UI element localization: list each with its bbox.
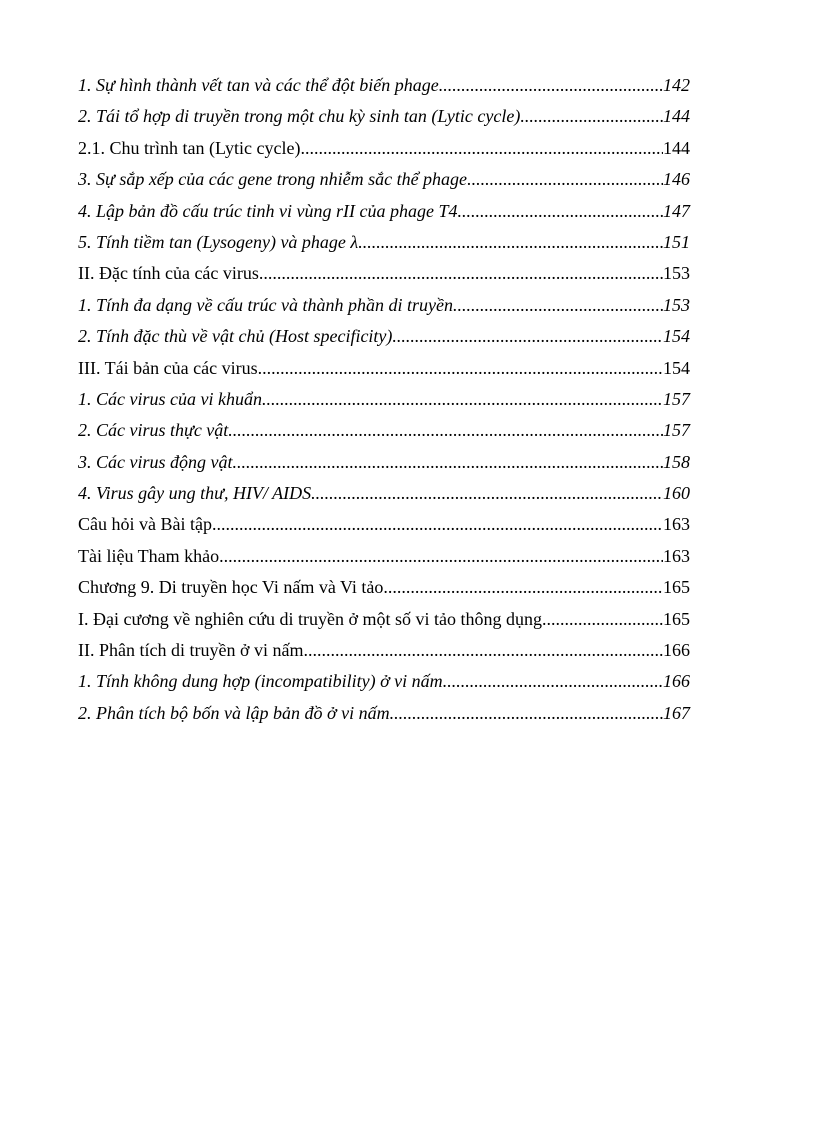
toc-entry <box>78 70 690 101</box>
toc-entry <box>78 384 690 415</box>
toc-entry-page: 144 <box>663 137 690 158</box>
toc-entry <box>78 290 690 321</box>
toc-entry-page: 154 <box>663 357 690 378</box>
toc-dot-leader <box>258 353 663 384</box>
toc-entry-page: 160 <box>663 483 690 504</box>
toc-entry-page: 166 <box>663 640 690 661</box>
toc-dot-leader <box>228 415 663 446</box>
toc-entry-page: 158 <box>663 451 690 472</box>
toc-entry-page: 165 <box>663 608 690 629</box>
toc-entry-title: 5. Tính tiềm tan (Lysogeny) và phage λ <box>78 231 359 252</box>
toc-dot-leader <box>443 666 663 697</box>
toc-entry-page: 157 <box>663 420 690 441</box>
toc-entry <box>78 572 690 603</box>
toc-dot-leader <box>300 133 663 164</box>
toc-dot-leader <box>358 227 663 258</box>
toc-entry-title: 4. Virus gây ung thư, HIV/ AIDS <box>78 483 312 504</box>
toc-dot-leader <box>392 321 663 352</box>
toc-entry <box>78 478 690 509</box>
toc-entry-page: 163 <box>663 514 690 535</box>
toc-dot-leader <box>233 447 664 478</box>
toc-dot-leader <box>467 164 663 195</box>
toc-entry <box>78 604 690 635</box>
toc-entry <box>78 133 690 164</box>
toc-entry-title: II. Phân tích di truyền ở vi nấm <box>78 640 304 661</box>
toc-entry-page: 166 <box>663 671 690 692</box>
toc-entry-title: 2. Các virus thực vật <box>78 420 229 441</box>
toc-dot-leader <box>219 541 663 572</box>
toc-dot-leader <box>542 604 663 635</box>
toc-entry-title: 1. Các virus của vi khuẩn <box>78 388 262 409</box>
toc-entry <box>78 635 690 666</box>
toc-entry <box>78 447 690 478</box>
toc-entry-page: 167 <box>663 702 690 723</box>
toc-entry <box>78 353 690 384</box>
table-of-contents <box>78 70 690 729</box>
toc-entry-page: 144 <box>663 106 690 127</box>
toc-dot-leader <box>383 572 663 603</box>
toc-entry-title: 1. Tính đa dạng về cấu trúc và thành phần di truyền <box>78 294 453 315</box>
toc-entry-title: 2. Phân tích bộ bốn và lập bản đồ ở vi nấm <box>78 702 390 723</box>
toc-entry-page: 146 <box>663 169 690 190</box>
toc-dot-leader <box>259 258 663 289</box>
toc-entry-title: 2. Tính đặc thù về vật chủ (Host specificity) <box>78 326 393 347</box>
toc-entry <box>78 258 690 289</box>
toc-entry-page: 147 <box>663 200 690 221</box>
toc-dot-leader <box>390 698 663 729</box>
toc-dot-leader <box>453 290 663 321</box>
toc-entry-title: 2. Tái tổ hợp di truyền trong một chu kỳ sinh tan (Lytic cycle) <box>78 106 521 127</box>
toc-entry-title: 3. Các virus động vật <box>78 451 233 472</box>
toc-entry <box>78 509 690 540</box>
toc-entry-title: 4. Lập bản đồ cấu trúc tinh vi vùng rII của phage T4 <box>78 200 458 221</box>
toc-dot-leader <box>212 509 663 540</box>
toc-dot-leader <box>520 101 663 132</box>
toc-entry-title: Chương 9. Di truyền học Vi nấm và Vi tảo <box>78 577 384 598</box>
toc-entry-title: Câu hỏi và Bài tập <box>78 514 212 535</box>
toc-entry-page: 151 <box>663 231 690 252</box>
toc-entry-page: 153 <box>663 294 690 315</box>
toc-entry-title: 1. Sự hình thành vết tan và các thể đột biến phage <box>78 75 439 95</box>
toc-entry <box>78 541 690 572</box>
toc-dot-leader <box>303 635 663 666</box>
toc-dot-leader <box>262 384 663 415</box>
toc-dot-leader <box>439 70 663 101</box>
toc-entry-page: 163 <box>663 545 690 566</box>
toc-entry <box>78 415 690 446</box>
toc-entry-title: III. Tái bản của các virus <box>78 357 258 378</box>
toc-entry <box>78 666 690 697</box>
toc-entry <box>78 227 690 258</box>
toc-entry <box>78 321 690 352</box>
toc-entry-page: 157 <box>663 388 690 409</box>
toc-entry-title: II. Đặc tính của các virus <box>78 263 259 284</box>
toc-entry-page: 154 <box>663 326 690 347</box>
toc-dot-leader <box>457 196 663 227</box>
toc-entry <box>78 101 690 132</box>
toc-entry-page: 165 <box>663 577 690 598</box>
toc-entry <box>78 164 690 195</box>
toc-entry-title: 3. Sự sắp xếp của các gene trong nhiễm sắc thể phage <box>78 169 468 190</box>
toc-entry-title: Tài liệu Tham khảo <box>78 545 220 566</box>
toc-entry-title: I. Đại cương về nghiên cứu di truyền ở một số vi tảo thông dụng <box>78 608 542 629</box>
toc-entry-page: 142 <box>663 75 690 95</box>
toc-entry <box>78 196 690 227</box>
toc-entry-page: 153 <box>663 263 690 284</box>
toc-entry-title: 1. Tính không dung hợp (incompatibility) ở vi nấm <box>78 671 443 692</box>
toc-entry-title: 2.1. Chu trình tan (Lytic cycle) <box>78 137 301 158</box>
toc-entry <box>78 698 690 729</box>
toc-dot-leader <box>311 478 663 509</box>
